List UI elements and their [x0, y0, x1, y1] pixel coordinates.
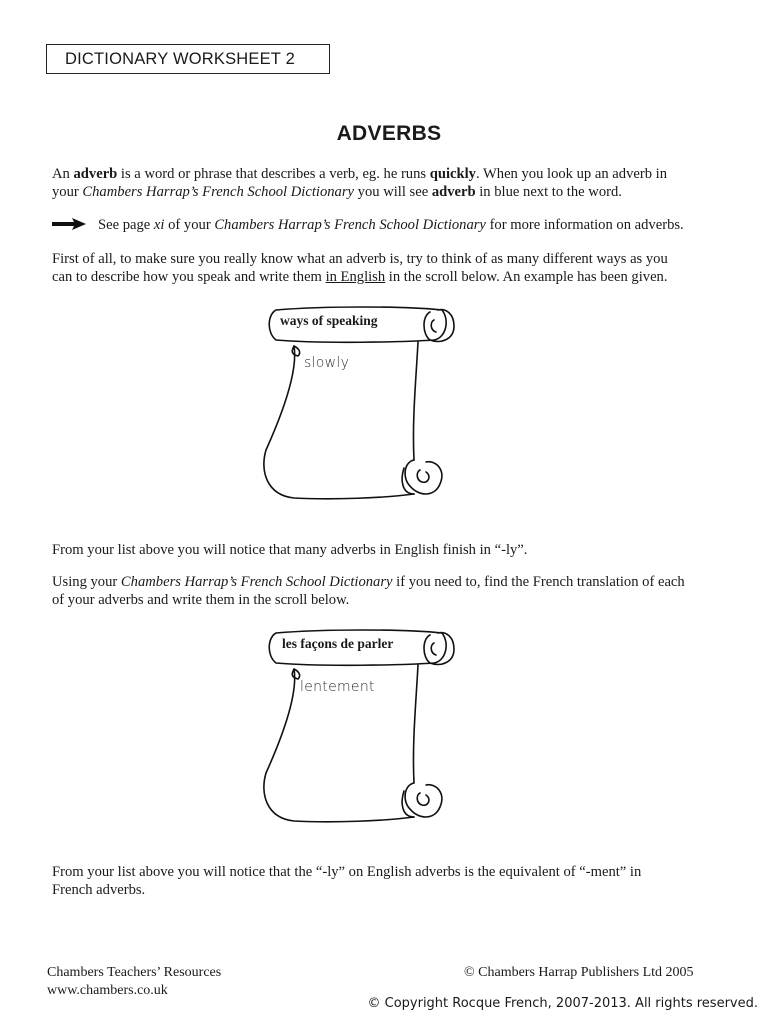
scroll-title: les façons de parler — [282, 636, 394, 651]
scroll-title: ways of speaking — [280, 313, 378, 328]
page-title: ADVERBS — [336, 122, 442, 145]
footer-left: Chambers Teachers’ Resources www.chambers.co.uk — [47, 965, 222, 998]
footer-right: © Chambers Harrap Publishers Ltd 2005 — [464, 965, 694, 980]
instruction-paragraph-2: Using your Chambers Harrap’s French School Dictionary if you need to, find the French translation of each of your adverbs and write them in the scroll below. — [52, 574, 685, 608]
worksheet-label: DICTIONARY WORKSHEET 2 — [46, 44, 330, 74]
scroll-illustration — [254, 300, 464, 510]
scroll-example-entry: slowly — [304, 355, 350, 371]
intro-paragraph: An adverb is a word or phrase that describes a verb, eg. he runs quickly. When you look up an adverb in your Chambers Harrap’s French School Dictionary you will see adverb in blue next to the word. — [52, 166, 667, 200]
scroll-illustration — [254, 623, 464, 833]
scroll-french — [254, 623, 464, 833]
notice-paragraph-1: From your list above you will notice that many adverbs in English finish in “-ly”. — [52, 542, 528, 558]
copyright-notice: © Copyright Rocque French, 2007-2013. All rights reserved. — [367, 996, 758, 1011]
notice-paragraph-2: From your list above you will notice that the “-ly” on English adverbs is the equivalent of “-ment” in French adverbs. — [52, 864, 642, 898]
see-page-note: See page xi of your Chambers Harrap’s French School Dictionary for more information on adverbs. — [52, 216, 752, 234]
scroll-example-entry: lentement — [300, 679, 375, 695]
instruction-paragraph-1: First of all, to make sure you really know what an adverb is, try to think of as many different ways as you can to describe how you speak and write them in English in the scroll below. An example has been given. — [52, 251, 668, 285]
scroll-english — [254, 300, 464, 510]
right-arrow-icon — [52, 217, 88, 231]
